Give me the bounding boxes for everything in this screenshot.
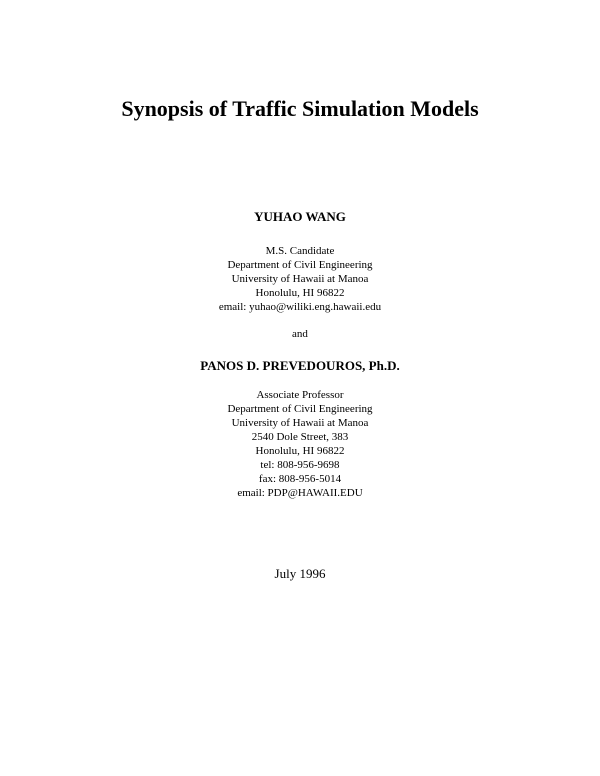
author-conjunction: and [292, 328, 308, 340]
affiliation-email: email: yuhao@wiliki.eng.hawaii.edu [218, 301, 382, 313]
author-affiliation-2 [0, 388, 600, 500]
affiliation-line: 2540 Dole Street, 383 [251, 431, 349, 443]
affiliation-phone: tel: 808-956-9698 [260, 459, 340, 471]
affiliation-email: email: PDP@HAWAII.EDU [237, 487, 363, 499]
affiliation-line: Honolulu, HI 96822 [255, 287, 345, 299]
affiliation-fax: fax: 808-956-5014 [258, 473, 342, 485]
affiliation-line: Department of Civil Engineering [227, 403, 373, 415]
author-name-1: YUHAO WANG [254, 209, 346, 224]
affiliation-line: University of Hawaii at Manoa [231, 417, 369, 429]
affiliation-line: University of Hawaii at Manoa [231, 273, 369, 285]
affiliation-line: Associate Professor [256, 389, 344, 401]
affiliation-line: Department of Civil Engineering [227, 259, 373, 271]
author-affiliation-1 [0, 244, 600, 314]
publication-date: July 1996 [274, 566, 326, 581]
author-name-2: PANOS D. PREVEDOUROS, Ph.D. [200, 358, 400, 373]
affiliation-line: M.S. Candidate [265, 245, 335, 257]
paper-title: Synopsis of Traffic Simulation Models [121, 96, 479, 121]
affiliation-line: Honolulu, HI 96822 [255, 445, 345, 457]
